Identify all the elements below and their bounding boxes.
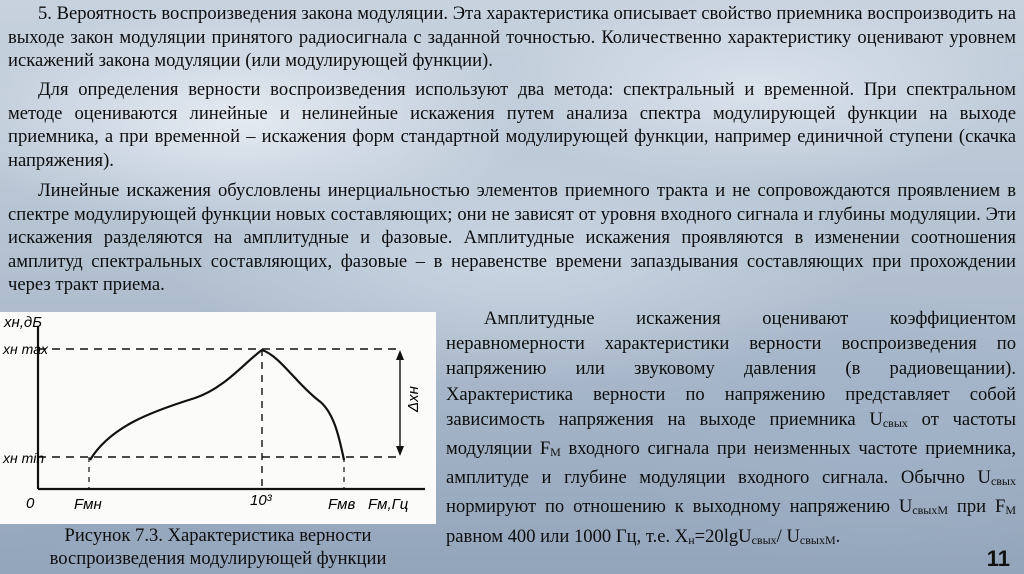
fidelity-characteristic-figure [0, 312, 436, 524]
paragraph-text: Амплитудные искажения оценивают коэффициентом неравномерности характеристики верности воспроизведения по напряжению или звуковому давления (в радиовещании). Характеристика верности по напряжению представляет собой зависимость напряжения на выходе приемника U [446, 308, 1016, 430]
paragraph-text: =20lgU [694, 525, 752, 547]
subscript: свых [990, 474, 1016, 489]
subscript: свых [751, 532, 777, 547]
f-mid-label: 10³ [250, 492, 272, 509]
delta-arrow-bottom [396, 446, 404, 456]
f-high-label: Fмв [328, 496, 356, 513]
f-low-label: Fмн [74, 496, 102, 513]
y-max-label: xн max [3, 341, 49, 357]
subscript: свых [882, 415, 908, 430]
paragraph-methods [8, 78, 1016, 172]
paragraph-text: равном 400 или 1000 Гц, т.е. X [446, 525, 689, 547]
paragraph-text: Линейные искажения обусловлены инерциальностью элементов приемного тракта и не сопровождаются проявлением в спектре модулирующей функции новых составляющих; они не зависят от уровня входного сигнала и глубины модуляции. Эти искажения разделяются на амплитудные и фазовые. Амплитудные искажения проявляются в изменении соотношения амплитуд спектральных составляющих, фазовые – в неравенстве времени запаздывания составляющих при прохождении через тракт приема. [8, 180, 1016, 296]
subscript: свыхМ [912, 503, 949, 518]
fidelity-curve [90, 350, 344, 460]
fidelity-chart-svg [0, 312, 436, 524]
paragraph-text: / U [776, 525, 800, 547]
paragraph-text: нормируют по отношению к выходному напряжению U [446, 496, 913, 518]
subscript: н [688, 532, 695, 547]
y-min-label: xн min [3, 450, 45, 466]
paragraph-text: от частоты модуляции F [446, 408, 1016, 460]
delta-arrow-top [396, 350, 404, 360]
paragraph-text: при F [948, 496, 1006, 518]
paragraph-linear-distortion [8, 179, 1016, 297]
paragraph-amplitude-distortion [446, 306, 1016, 553]
figure-caption: Рисунок 7.3. Характеристика верности воспроизведения модулирующей функции [49, 525, 387, 569]
subscript: М [550, 445, 561, 460]
paragraph-text: 5. Вероятность воспроизведения закона модуляции. Эта характеристика описывает свойство приемника воспроизводить на выходе закон модуляции принятого радиосигнала с заданной точностью. Количественно характеристику оценивают уровнем искажений закона модуляции (или модулирующей функции). [8, 3, 1016, 72]
y-axis-label: xн,дБ [4, 314, 42, 331]
paragraph-text: Для определения верности воспроизведения используют два метода: спектральный и временной. При спектральном методе оцениваются линейные и нелинейные искажения путем анализа спектра модулирующей функции на выходе приемника, а при временной – искажения форм стандартной модулирующей функции, например единичной ступени (скачка напряжения). [8, 79, 1016, 171]
page-number: 11 [986, 546, 1010, 571]
delta-label: Δxн [405, 386, 422, 412]
subscript: свыхМ [799, 532, 836, 547]
paragraph-modulation-fidelity [8, 2, 1016, 73]
paragraph-text: . [835, 525, 841, 547]
origin-label: 0 [26, 495, 35, 512]
subscript: М [1005, 503, 1016, 518]
paragraph-text: входного сигнала при неизменных частоте приемника, амплитуде и глубине модуляции входного сигнала. Обычно U [446, 438, 1017, 489]
x-axis-label: Fм,Гц [368, 496, 409, 513]
